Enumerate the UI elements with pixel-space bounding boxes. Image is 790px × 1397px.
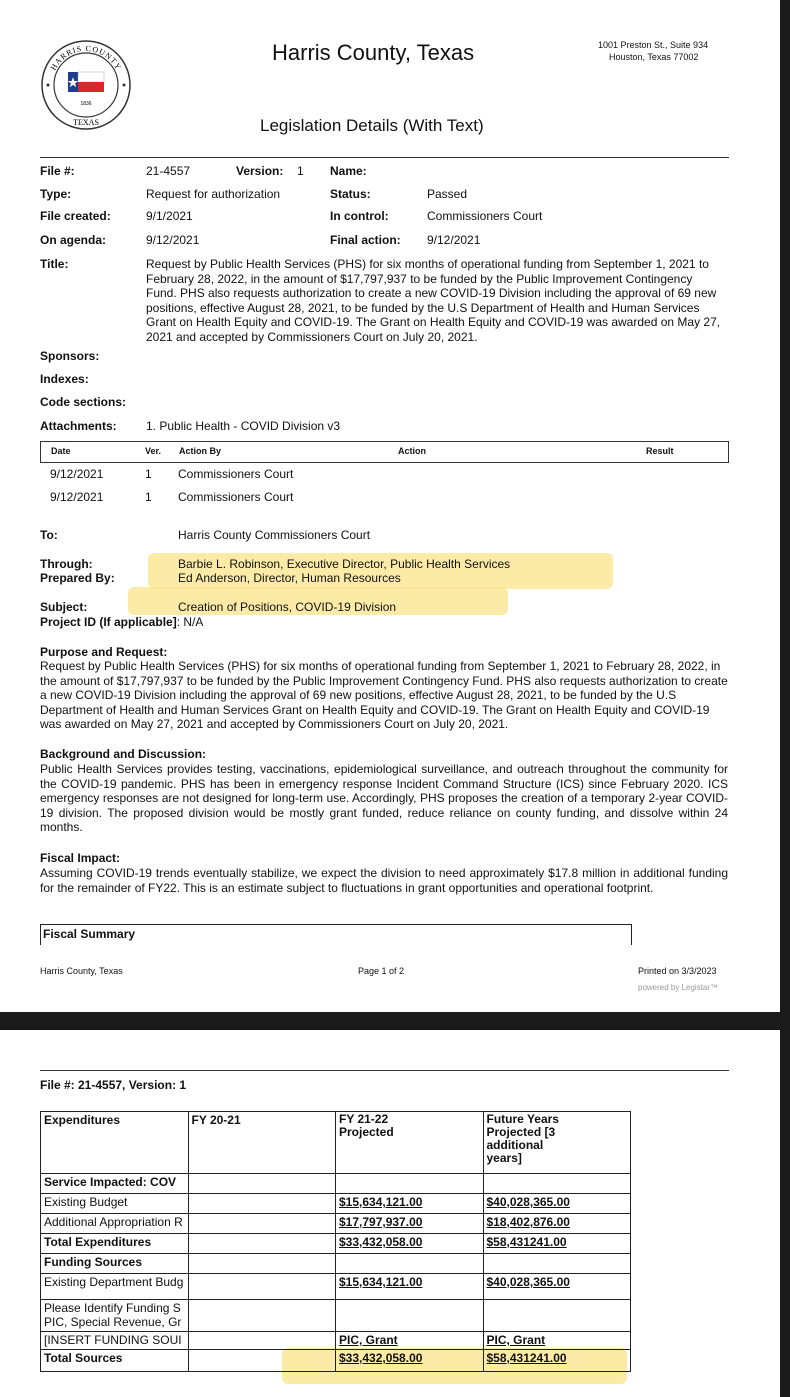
table-header-row xyxy=(41,1112,631,1174)
table-row xyxy=(41,1350,631,1372)
sponsors-label: Sponsors: xyxy=(40,349,100,363)
svg-text:HARRIS COUNTY: HARRIS COUNTY xyxy=(48,43,124,72)
version-label: Version: xyxy=(236,164,284,178)
prepared-by-label: Prepared By: xyxy=(40,571,115,585)
table-row xyxy=(41,1254,631,1274)
to-label: To: xyxy=(40,528,58,542)
final-action-label: Final action: xyxy=(330,233,401,247)
page2-file-header: File #: 21-4557, Version: 1 xyxy=(40,1078,187,1092)
row-fy21 xyxy=(336,1300,484,1332)
table-row xyxy=(41,1274,631,1300)
subject-label: Subject: xyxy=(40,600,88,614)
name-label: Name: xyxy=(330,164,367,178)
row-label: Funding Sources xyxy=(41,1254,189,1274)
fiscal-summary-box xyxy=(40,924,632,945)
table-row xyxy=(41,1332,631,1350)
document-subtitle: Legislation Details (With Text) xyxy=(260,116,484,135)
type-label: Type: xyxy=(40,187,72,201)
through-label: Through: xyxy=(40,557,93,571)
table-row xyxy=(41,1214,631,1234)
row-label: Please Identify Funding S PIC, Special Revenue, Gr xyxy=(41,1300,189,1332)
row-fy20 xyxy=(188,1274,336,1300)
table-row xyxy=(41,1174,631,1194)
row-label: [INSERT FUNDING SOUI xyxy=(41,1332,189,1350)
row-fy20 xyxy=(188,1194,336,1214)
svg-text:TEXAS: TEXAS xyxy=(73,118,99,127)
footer-powered-by: powered by Legistar™ xyxy=(638,983,719,992)
code-sections-label: Code sections: xyxy=(40,395,127,409)
file-value: 21-4557 xyxy=(146,164,191,178)
subject-value: Creation of Positions, COVID-19 Division xyxy=(178,600,397,614)
header-fy-20-21: FY 20-21 xyxy=(188,1112,336,1174)
header-future-years: Future Years Projected [3 additional years] xyxy=(483,1112,631,1174)
final-action-value: 9/12/2021 xyxy=(427,233,481,247)
file-label: File #: xyxy=(40,164,75,178)
history-row-2-action-by: Commissioners Court xyxy=(178,490,294,504)
fiscal-summary-label: Fiscal Summary xyxy=(43,927,136,941)
table-row xyxy=(41,1300,631,1332)
row-future: PIC, Grant xyxy=(483,1332,631,1350)
status-label: Status: xyxy=(330,187,371,201)
row-fy20 xyxy=(188,1214,336,1234)
history-header xyxy=(40,441,729,463)
project-id-label: Project ID (If applicable] xyxy=(40,615,177,629)
row-future xyxy=(483,1174,631,1194)
row-fy20 xyxy=(188,1332,336,1350)
history-col-action: Action xyxy=(398,446,426,456)
harris-county-seal-icon xyxy=(40,39,132,131)
row-future: $40,028,365.00 xyxy=(483,1274,631,1300)
background-text: Public Health Services provides testing, vaccinations, epidemiological surveillance, and outreach throughout the community for the COVID-19 pandemic. PHS has been in emergency response Incident Command Structure (ICS) since February 2020. ICS emergency responses are not designed for long-term use. Accordingly, PHS proposes the creation of a temporary 2-year COVID-19 division. The proposed division would be mostly grant funded, reduce reliance on county funding, and dissolve within 24 months. xyxy=(40,762,728,834)
history-row-2-ver: 1 xyxy=(145,490,152,504)
header-expenditures: Expenditures xyxy=(41,1112,189,1174)
history-row-1-date: 9/12/2021 xyxy=(50,467,104,481)
row-label: Service Impacted: COV xyxy=(41,1174,189,1194)
row-future: $58,431241.00 xyxy=(483,1234,631,1254)
type-value: Request for authorization xyxy=(146,187,281,201)
version-value: 1 xyxy=(297,164,304,178)
row-future xyxy=(483,1300,631,1332)
row-fy20 xyxy=(188,1350,336,1372)
row-fy21: $17,797,937.00 xyxy=(336,1214,484,1234)
row-fy21: $15,634,121.00 xyxy=(336,1274,484,1300)
title-label: Title: xyxy=(40,257,69,271)
row-label: Total Sources xyxy=(41,1350,189,1372)
control-value: Commissioners Court xyxy=(427,209,543,223)
document-title: Harris County, Texas xyxy=(272,40,475,65)
attachments-label: Attachments: xyxy=(40,419,117,433)
agenda-label: On agenda: xyxy=(40,233,107,247)
fiscal-impact-heading: Fiscal Impact: xyxy=(40,851,121,865)
row-fy21: $15,634,121.00 xyxy=(336,1194,484,1214)
created-value: 9/1/2021 xyxy=(146,209,193,223)
footer-left: Harris County, Texas xyxy=(40,966,123,976)
row-fy20 xyxy=(188,1234,336,1254)
fiscal-impact-text: Assuming COVID-19 trends eventually stabilize, we expect the division to need approximately $17.8 million in additional funding for the remainder of FY22. This is an estimate subject to fluctuations in grant opportunities and operational footprint. xyxy=(40,866,728,895)
row-fy20 xyxy=(188,1300,336,1332)
document-page-2 xyxy=(0,1030,780,1397)
history-row-2-date: 9/12/2021 xyxy=(50,490,104,504)
row-fy21: $33,432,058.00 xyxy=(336,1234,484,1254)
address-line-1: 1001 Preston St., Suite 934 xyxy=(598,40,709,50)
page2-header-divider xyxy=(40,1070,729,1071)
row-future: $18,402,876.00 xyxy=(483,1214,631,1234)
through-value: Barbie L. Robinson, Executive Director, Public Health Services xyxy=(178,557,511,571)
table-row xyxy=(41,1194,631,1214)
footer-printed-date: Printed on 3/3/2023 xyxy=(638,966,717,976)
history-col-action-by: Action By xyxy=(179,446,222,456)
history-col-date: Date xyxy=(51,446,71,456)
agenda-value: 9/12/2021 xyxy=(146,233,200,247)
row-fy20 xyxy=(188,1174,336,1194)
title-value: Request by Public Health Services (PHS) for six months of operational funding from September 1, 2021 to February 28, 2022, in the amount of $17,797,937 to be funded by the Public Improvement Contingency Fund. PHS also requests authorization to create a new COVID-19 Division including the approval of 69 new positions, effective August 28, 2021, to be funded by the U.S Department of Health and Human Services Grant on Health Equity and COVID-19. The Grant on Health Equity and COVID-19 was awarded on May 27, 2021 and accepted by Commissioners Court on July 20, 2021. xyxy=(146,257,721,344)
row-future xyxy=(483,1254,631,1274)
prepared-by-value: Ed Anderson, Director, Human Resources xyxy=(178,571,401,585)
row-label: Existing Department Budg xyxy=(41,1274,189,1300)
footer-page-number: Page 1 of 2 xyxy=(358,966,405,976)
control-label: In control: xyxy=(330,209,389,223)
history-col-result: Result xyxy=(646,446,674,456)
project-id-value: : N/A xyxy=(176,615,204,629)
history-row-1-action-by: Commissioners Court xyxy=(178,467,294,481)
to-value: Harris County Commissioners Court xyxy=(178,528,371,542)
fiscal-summary-table xyxy=(40,1111,631,1372)
history-row-1-ver: 1 xyxy=(145,467,152,481)
history-col-ver: Ver. xyxy=(145,446,162,456)
row-future: $58,431241.00 xyxy=(483,1350,631,1372)
purpose-heading: Purpose and Request: xyxy=(40,645,168,659)
project-id xyxy=(40,615,203,629)
created-label: File created: xyxy=(40,209,111,223)
row-fy21: $33,432,058.00 xyxy=(336,1350,484,1372)
row-fy21 xyxy=(336,1174,484,1194)
status-value: Passed xyxy=(427,187,468,201)
row-fy21 xyxy=(336,1254,484,1274)
address-line-2: Houston, Texas 77002 xyxy=(609,52,699,62)
purpose-text: Request by Public Health Services (PHS) for six months of operational funding from September 1, 2021 to February 28, 2022, in the amount of $17,797,937 to be funded by the Public Improvement Contingency Fund. PHS also requests authorization to create a new COVID-19 Division including the approval of 69 new positions, effective August 28, 2021, to be funded by the U.S Department of Health and Human Services Grant on Health Equity and COVID-19. The Grant on Health Equity and COVID-19 was awarded on May 27, 2021 and accepted by Commissioners Court on July 20, 2021. xyxy=(40,659,728,731)
svg-text:1836: 1836 xyxy=(80,101,92,107)
row-label: Additional Appropriation R xyxy=(41,1214,189,1234)
row-label: Existing Budget xyxy=(41,1194,189,1214)
indexes-label: Indexes: xyxy=(40,372,89,386)
background-heading: Background and Discussion: xyxy=(40,747,207,761)
header-fy-21-22: FY 21-22 Projected xyxy=(336,1112,484,1174)
table-row xyxy=(41,1234,631,1254)
row-label: Total Expenditures xyxy=(41,1234,189,1254)
row-future: $40,028,365.00 xyxy=(483,1194,631,1214)
attachment-link[interactable]: 1. Public Health - COVID Division v3 xyxy=(146,419,341,433)
row-fy21: PIC, Grant xyxy=(336,1332,484,1350)
row-fy20 xyxy=(188,1254,336,1274)
header-divider xyxy=(40,157,729,158)
